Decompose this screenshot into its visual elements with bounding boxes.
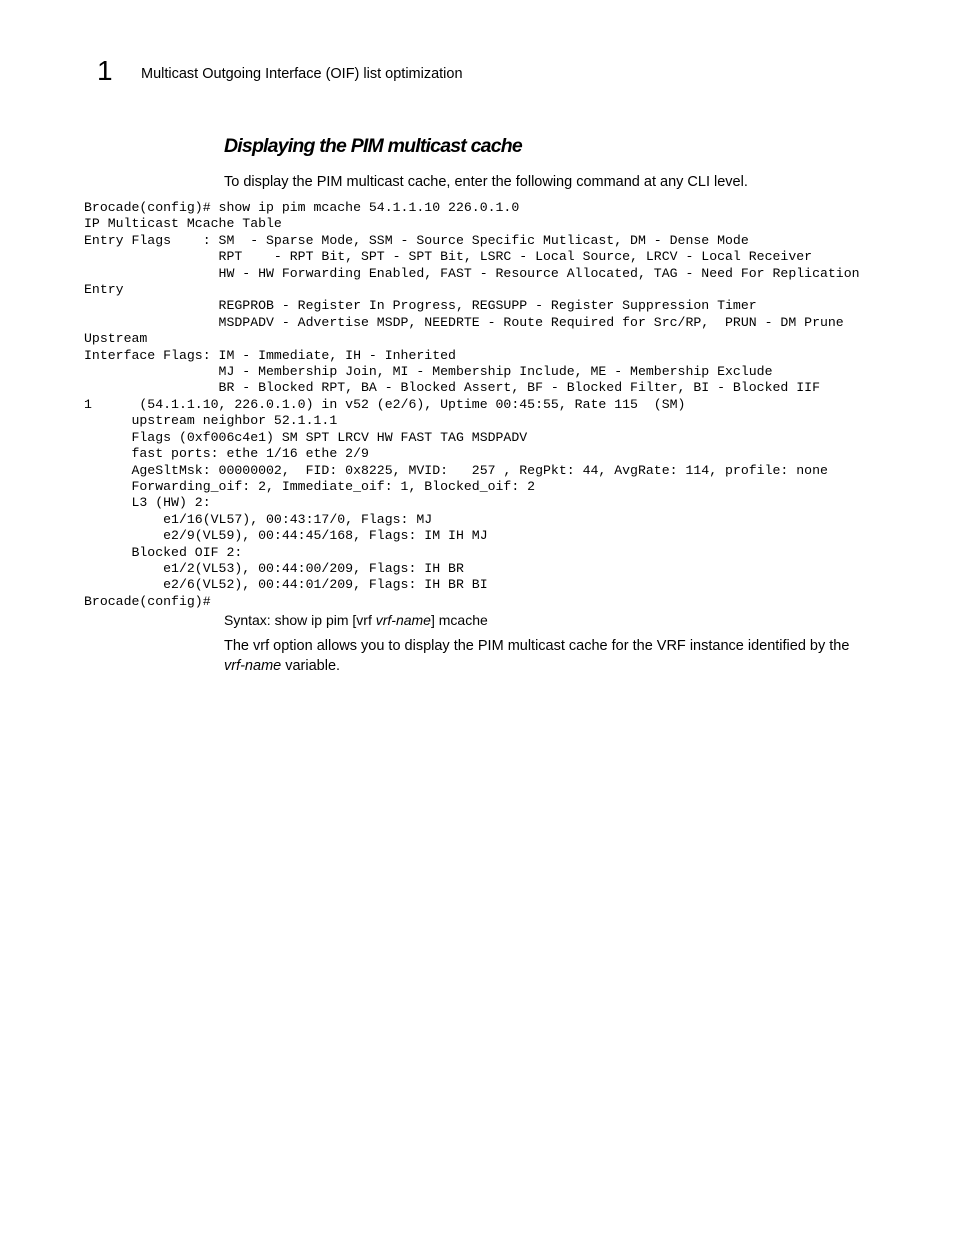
cli-line: Interface Flags: IM - Immediate, IH - Inherited — [84, 347, 456, 363]
cli-line: RPT - RPT Bit, SPT - SPT Bit, LSRC - Local Source, LRCV - Local Receiver — [84, 249, 813, 265]
cli-line: Brocade(config)# — [84, 593, 211, 609]
cli-line: upstream neighbor 52.1.1.1 — [84, 413, 338, 429]
cli-line: AgeSltMsk: 00000002, FID: 0x8225, MVID: 257 , RegPkt: 44, AvgRate: 114, profile: none — [84, 462, 828, 478]
intro-paragraph: To display the PIM multicast cache, enter the following command at any CLI level. — [224, 174, 748, 190]
cli-line: fast ports: ethe 1/16 ethe 2/9 — [84, 446, 369, 462]
syntax-variable: vrf-name — [375, 612, 431, 628]
cli-line: BR - Blocked RPT, BA - Blocked Assert, BF - Blocked Filter, BI - Blocked IIF — [84, 380, 820, 396]
cli-line: Flags (0xf006c4e1) SM SPT LRCV HW FAST TAG MSDPADV — [84, 429, 528, 445]
chapter-number: 1 — [97, 55, 113, 86]
cli-line: Blocked OIF 2: — [84, 544, 243, 560]
syntax-line — [224, 611, 488, 629]
cli-line: e1/2(VL53), 00:44:00/209, Flags: IH BR — [84, 560, 464, 576]
cli-line: L3 (HW) 2: — [84, 495, 211, 511]
description-variable: vrf-name — [224, 657, 282, 674]
running-header: Multicast Outgoing Interface (OIF) list optimization — [141, 66, 463, 82]
cli-line: HW - HW Forwarding Enabled, FAST - Resource Allocated, TAG - Need For Replication — [84, 265, 860, 281]
cli-line: Upstream — [84, 331, 148, 347]
section-heading: Displaying the PIM multicast cache — [224, 135, 522, 157]
cli-line: MJ - Membership Join, MI - Membership Include, ME - Membership Exclude — [84, 364, 773, 380]
description-text: variable. — [281, 657, 341, 674]
description-keyword: vrf — [253, 638, 270, 654]
description-text: option allows you to display the PIM multicast cache for the VRF instance identified by the — [269, 638, 850, 654]
cli-line: e2/6(VL52), 00:44:01/209, Flags: IH BR BI — [84, 577, 488, 593]
syntax-vrf-keyword: vrf — [356, 612, 372, 628]
cli-line: Forwarding_oif: 2, Immediate_oif: 1, Blocked_oif: 2 — [84, 478, 536, 494]
cli-line: IP Multicast Mcache Table — [84, 216, 282, 232]
cli-output-block — [84, 200, 860, 610]
cli-line: Entry — [84, 282, 124, 298]
description-text: The — [224, 638, 254, 654]
cli-line: e1/16(VL57), 00:43:17/0, Flags: MJ — [84, 511, 433, 527]
cli-line: Entry Flags : SM - Sparse Mode, SSM - Source Specific Mutlicast, DM - Dense Mode — [84, 232, 749, 248]
cli-line: REGPROB - Register In Progress, REGSUPP - Register Suppression Timer — [84, 298, 757, 314]
cli-line: Brocade(config)# show ip pim mcache 54.1.1.10 226.0.1.0 — [84, 200, 520, 215]
cli-line: MSDPADV - Advertise MSDP, NEEDRTE - Route Required for Src/RP, PRUN - DM Prune — [84, 314, 844, 330]
description-paragraph — [224, 637, 874, 676]
cli-line: 1 (54.1.1.10, 226.0.1.0) in v52 (e2/6), Uptime 00:45:55, Rate 115 (SM) — [84, 396, 686, 412]
syntax-suffix: ] mcache — [430, 612, 488, 628]
cli-line: e2/9(VL59), 00:44:45/168, Flags: IM IH MJ — [84, 528, 488, 544]
syntax-prefix: Syntax: show ip pim [ — [224, 612, 357, 628]
